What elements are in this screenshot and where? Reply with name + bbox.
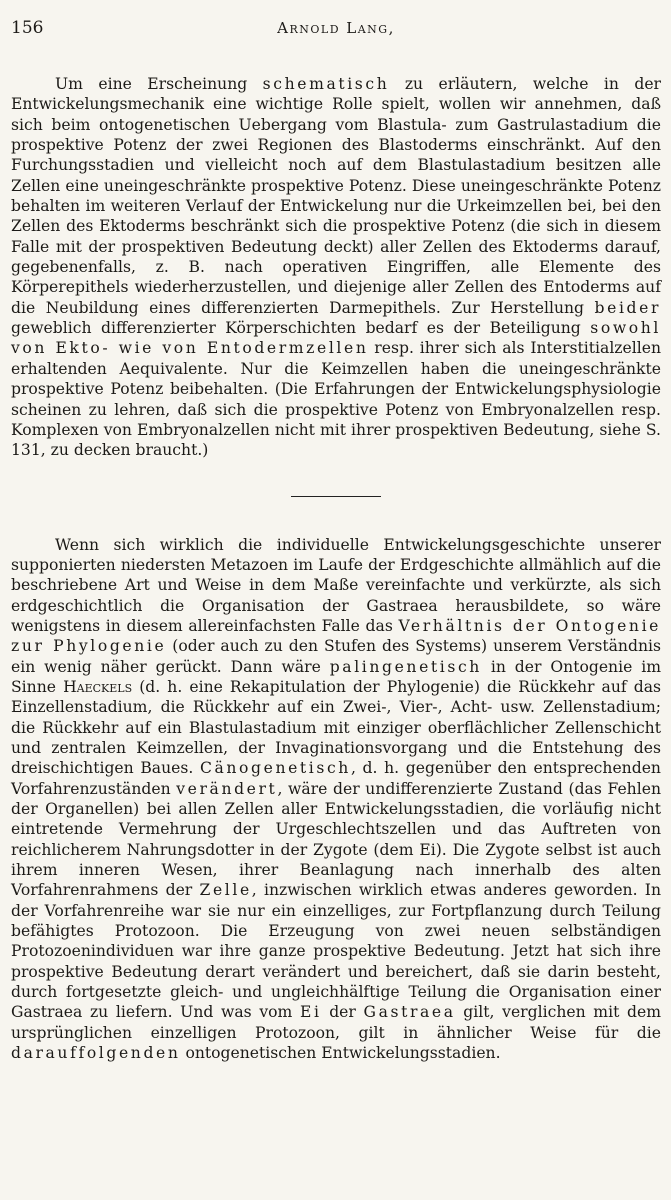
page-header xyxy=(11,14,661,48)
text: (oder auch zu den Stufen des Systems) unserem Verständnis ein wenig näher gerückt. Dann wäre xyxy=(11,637,661,676)
text: Wenn sich wirklich die individuelle Entwickelungsgeschichte unserer supponierten niedersten Metazoen im Laufe der Erdgeschichte allmählich auf die beschriebene Art und Weise in dem Maße vereinfachte und verkürzte, als sich erdgeschichtlich die Organisation der Gastraea herausbildete, so wäre wenigstens in diesem allereinfachsten Falle das xyxy=(11,535,661,635)
text: ontogenetischen Entwickelungsstadien. xyxy=(180,1044,501,1063)
text: , wäre der undifferenzierte Zustand (das Fehlen der Organellen) bei allen Zellen aller Entwickelungsstadien, die vorläufig nicht eintretende Vermehrung der Urgeschlechtszellen und das Auftreten von reichlicherem Nahrungsdotter in der Zygote (dem Ei). Die Zygote selbst ist auch ihrem inneren Wesen, ihrer Beanlagung nach innerhalb des alten Vorfahrenrahmens der xyxy=(11,779,661,900)
emphasis: Verhältnis der Ontogenie zur Phylogenie xyxy=(11,616,661,656)
emphasis: Gastraea xyxy=(363,1003,456,1022)
emphasis: beider xyxy=(594,298,661,317)
author-name: Haeckels xyxy=(63,677,133,696)
emphasis: darauffolgenden xyxy=(11,1044,181,1063)
text: , d. h. gegenüber den entsprechenden Vorfahrenzuständen xyxy=(11,759,661,798)
paragraph-2 xyxy=(11,535,661,1064)
running-head: Arnold Lang, xyxy=(277,19,395,37)
paragraph-1 xyxy=(11,74,661,461)
emphasis: Ei xyxy=(299,1003,322,1022)
text: in der Ontogenie im Sinne xyxy=(11,657,662,696)
book-page xyxy=(11,14,661,1063)
emphasis: Cänogenetisch xyxy=(199,759,351,778)
text: zu erläutern, welche in der Entwickelungsmechanik eine wichtige Rolle spielt, wollen wir annehmen, daß sich beim ontogenetischen Uebergang vom Blastula- zum Gastrulastadium die prospektive Potenz der zwei Regionen des Blastoderms einschränkt. Auf den Furchungsstadien und vielleicht noch auf dem Blastulastadium besitzen alle Zellen eine uneingeschränkte prospektive Potenz. Diese uneingeschränkte Potenz behalten im weiteren Verlauf der Entwickelung nur die Urkeimzellen bei, bei den Zellen des Ektoderms beschränkt sich die prospektive Potenz (die sich in diesem Falle mit der prospektiven Bedeutung deckt) aller Zellen des Ektoderms darauf, gegebenenfalls, z. B. nach operativen Eingriffen, alle Elemente des Körperepithels wiederherzustellen, und diejenige aller Zellen des Entoderms auf die Neubildung eines differenzierten Darmepithels. Zur Herstellung xyxy=(11,75,662,317)
text: (d. h. eine Rekapitulation der Phylogenie) die Rückkehr auf das Einzellenstadium, die Rückkehr auf ein Zwei-, Vier-, Acht- usw. Zellenstadium; die Rückkehr auf ein Blastulastadium mit einziger oberflächlicher Zellenschicht und zentralen Keimzellen, der Invaginationsvorgang und die Entstehung des dreischichtigen Baues. xyxy=(11,677,661,778)
text: Um eine Erscheinung xyxy=(55,75,263,93)
page-number: 156 xyxy=(11,18,44,38)
emphasis: schematisch xyxy=(262,75,390,93)
emphasis: Zelle xyxy=(199,881,252,900)
text: , inzwischen wirklich etwas anderes geworden. In der Vorfahrenreihe war sie nur ein einzelliges, zur Fortpflanzung durch Teilung befähigtes Protozoon. Die Erzeugung von zwei neuen selbständigen Protozoenindividuen war ihre ganze prospektive Bedeutung. Jetzt hat sich ihre prospektive Bedeutung derart verändert und bereichert, daß sie darin besteht, durch fortgesetzte gleich- und ungleichhälftige Teilung die Organisation einer Gastraea zu liefern. Und was vom xyxy=(11,881,661,1022)
text: resp. ihrer sich als Interstitialzellen erhaltenden Aequivalente. Nur die Keimzellen haben die uneingeschränkte prospektive Potenz beibehalten. (Die Erfahrungen der Entwickelungsphysiologie scheinen zu lehren, daß sich die prospektive Potenz von Embryonalzellen resp. Komplexen von Embryonalzellen nicht mit ihrer prospektiven Bedeutung, siehe S. 131, zu decken braucht.) xyxy=(11,339,661,460)
text: der xyxy=(321,1003,364,1022)
emphasis: verändert xyxy=(176,779,278,798)
text: geweblich differenzierter Körperschichten bedarf es der Beteiligung xyxy=(11,319,591,338)
emphasis: palingenetisch xyxy=(329,657,482,676)
text: gilt, verglichen mit dem ursprünglichen einzelligen Protozoon, gilt in ähnlicher Weise für die xyxy=(11,1003,661,1042)
emphasis: sowohl von Ekto- wie von Entodermzellen xyxy=(11,319,661,358)
section-divider xyxy=(291,496,381,497)
